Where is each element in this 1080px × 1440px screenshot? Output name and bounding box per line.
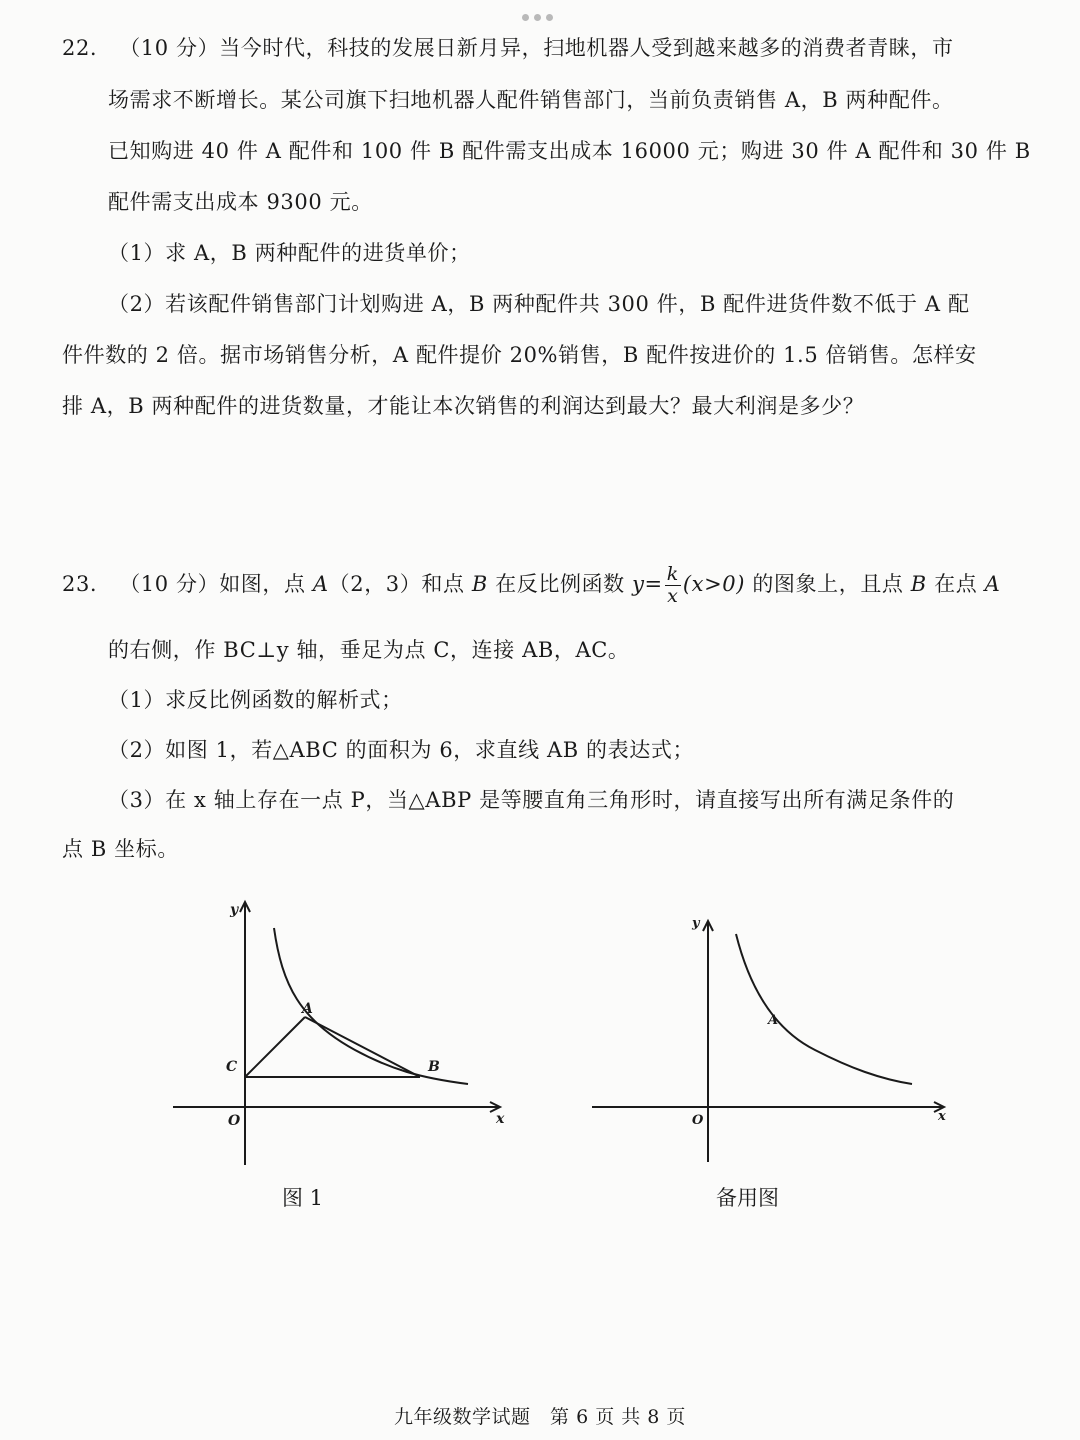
q22-sub2: （2）若该配件销售部门计划购进 A，B 两种配件共 300 件，B 配件进货件数不低于 A 配 xyxy=(108,292,970,316)
q23-sub3: （3）在 x 轴上存在一点 P，当△ABP 是等腰直角三角形时，请直接写出所有满足条件的 xyxy=(108,788,955,812)
fig1-label-a: A xyxy=(302,1001,313,1017)
q22-line-3: 已知购进 40 件 A 配件和 100 件 B 配件需支出成本 16000 元；购进 30 件 A 配件和 30 件 B xyxy=(108,139,1031,163)
page-footer: 九年级数学试题 第 6 页 共 8 页 xyxy=(394,1406,686,1428)
q23-sub1: （1）求反比例函数的解析式； xyxy=(108,688,403,712)
fraction-k-over-x: $\frac{k}{x}$ xyxy=(666,563,679,607)
figure-1-caption: 图 1 xyxy=(282,1186,324,1210)
q22-sub1: （1）求 A，B 两种配件的进货单价； xyxy=(108,241,471,265)
q22-sub2-line-2: 件件数的 2 倍。据市场销售分析，A 配件提价 20%销售，B 配件按进价的 1.5 倍销售。怎样安 xyxy=(62,343,977,367)
fig1-label-x: x xyxy=(496,1111,505,1127)
fig1-segment-ca xyxy=(245,1017,305,1077)
q22-line-2: 场需求不断增长。某公司旗下扫地机器人配件销售部门，当前负责销售 A，B 两种配件。 xyxy=(108,88,954,112)
fig1-label-y: y xyxy=(230,902,239,918)
fig2-label-y: y xyxy=(692,916,700,931)
q23-sub2: （2）如图 1，若△ABC 的面积为 6，求直线 AB 的表达式； xyxy=(108,738,695,762)
fig1-label-c: C xyxy=(226,1059,238,1075)
fig2-curve xyxy=(736,934,912,1084)
fig1-label-b: B xyxy=(428,1059,440,1075)
fig2-label-o: O xyxy=(692,1113,704,1128)
fig2-label-x: x xyxy=(938,1109,946,1124)
fig1-label-o: O xyxy=(228,1113,241,1129)
q22-number: 22. xyxy=(62,36,98,60)
q22-line-1: 22. （10 分）当今时代，科技的发展日新月异，扫地机器人受到越来越多的消费者青睐，市 xyxy=(62,36,954,60)
figure-2-caption: 备用图 xyxy=(716,1186,779,1210)
q22-sub2-line-3: 排 A，B 两种配件的进货数量，才能让本次销售的利润达到最大？最大利润是多少？ xyxy=(62,394,865,418)
q23-number: 23. xyxy=(62,572,98,596)
q23-line-1: 23. （10 分）如图，点 A（2，3）和点 B 在反比例函数 y= $\frac{k}{x}$ (x>0) 的图象上，且点 B 在点 A xyxy=(62,563,1001,607)
q23-sub3-line-2: 点 B 坐标。 xyxy=(62,837,179,861)
q22-line-4: 配件需支出成本 9300 元。 xyxy=(108,190,373,214)
fig1-segment-ab xyxy=(305,1017,420,1077)
q23-line-2: 的右侧，作 BC⊥y 轴，垂足为点 C，连接 AB，AC。 xyxy=(108,638,630,662)
fig2-label-a: A xyxy=(768,1013,779,1028)
